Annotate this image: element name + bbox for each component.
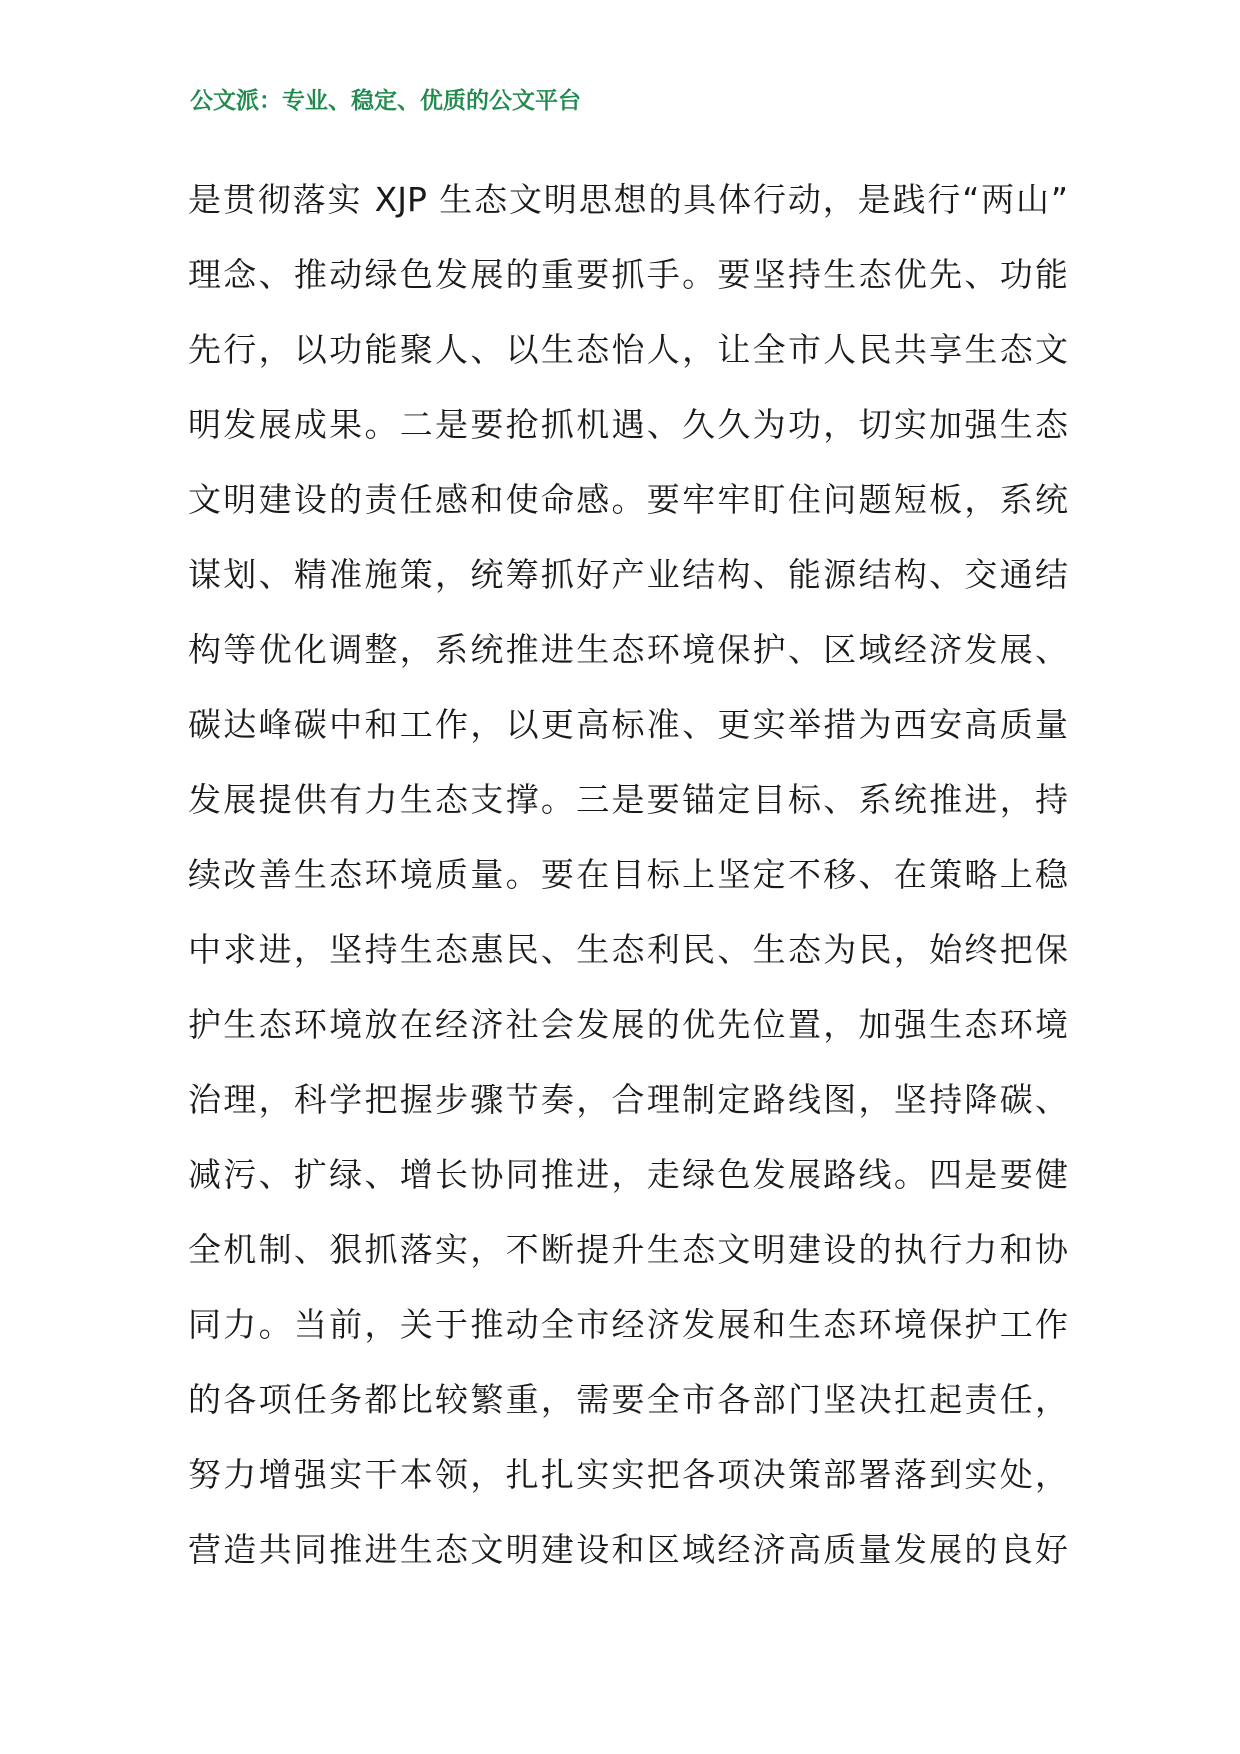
page-header: 公文派：专业、稳定、优质的公文平台 <box>190 88 581 114</box>
text-line: 中求进，坚持生态惠民、生态利民、生态为民，始终把保 <box>188 930 1068 969</box>
text-line: 碳达峰碳中和工作，以更高标准、更实举措为西安高质量 <box>188 705 1068 744</box>
text-line: 营造共同推进生态文明建设和区域经济高质量发展的良好 <box>188 1530 1068 1569</box>
text-line: 全机制、狠抓落实，不断提升生态文明建设的执行力和协 <box>188 1230 1068 1269</box>
text-line: 是贯彻落实 XJP 生态文明思想的具体行动，是践行“两山” <box>188 180 1068 219</box>
body-paragraph <box>188 162 1068 1587</box>
text-line: 同力。当前，关于推动全市经济发展和生态环境保护工作 <box>188 1305 1068 1344</box>
text-line: 明发展成果。二是要抢抓机遇、久久为功，切实加强生态 <box>188 405 1068 444</box>
text-line: 努力增强实干本领，扎扎实实把各项决策部署落到实处， <box>188 1455 1068 1494</box>
text-line: 发展提供有力生态支撑。三是要锚定目标、系统推进，持 <box>188 780 1068 819</box>
text-line: 护生态环境放在经济社会发展的优先位置，加强生态环境 <box>188 1005 1068 1044</box>
text-line: 治理，科学把握步骤节奏，合理制定路线图，坚持降碳、 <box>188 1080 1068 1119</box>
text-line: 理念、推动绿色发展的重要抓手。要坚持生态优先、功能 <box>188 255 1068 294</box>
text-line: 减污、扩绿、增长协同推进，走绿色发展路线。四是要健 <box>188 1155 1068 1194</box>
text-line: 谋划、精准施策，统筹抓好产业结构、能源结构、交通结 <box>188 555 1068 594</box>
text-line: 先行，以功能聚人、以生态怡人，让全市人民共享生态文 <box>188 330 1068 369</box>
text-line: 文明建设的责任感和使命感。要牢牢盯住问题短板，系统 <box>188 480 1068 519</box>
text-line: 构等优化调整，系统推进生态环境保护、区域经济发展、 <box>188 630 1068 669</box>
text-line: 的各项任务都比较繁重，需要全市各部门坚决扛起责任， <box>188 1380 1068 1419</box>
text-line: 续改善生态环境质量。要在目标上坚定不移、在策略上稳 <box>188 855 1068 894</box>
